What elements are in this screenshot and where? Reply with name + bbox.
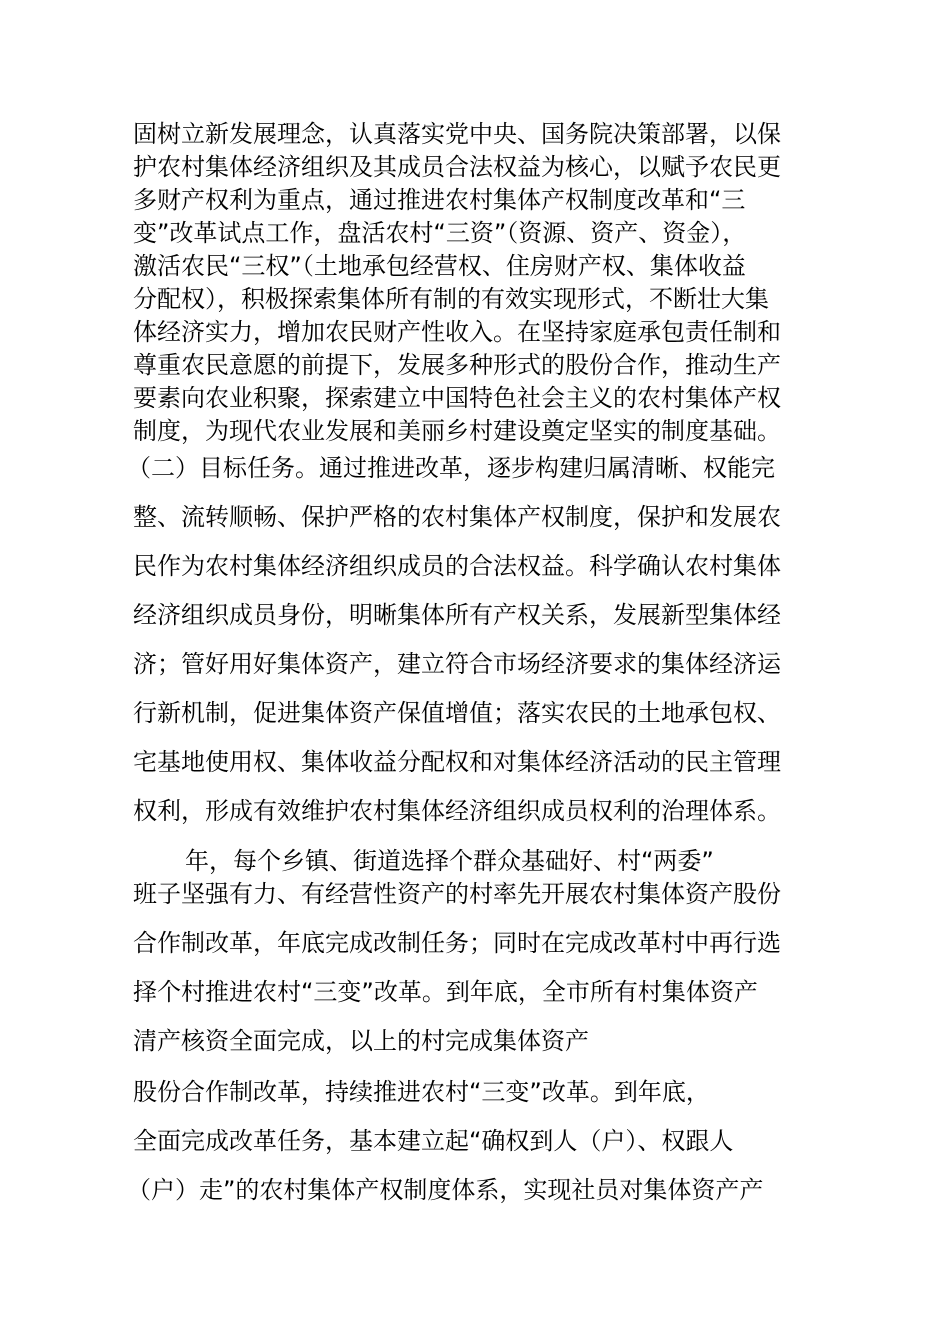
text-line: （户）走”的农村集体产权制度体系，实现社员对集体资产产 [127, 1176, 764, 1204]
text-line: 整、流转顺畅、保护严格的农村集体产权制度，保护和发展农 [133, 503, 781, 531]
text-line: 制度，为现代农业发展和美丽乡村建设奠定坚实的制度基础。 [133, 417, 781, 445]
text-line: 年，每个乡镇、街道选择个群众基础好、村“两委” [185, 847, 714, 875]
text-line: 民作为农村集体经济组织成员的合法权益。科学确认农村集体 [133, 552, 781, 580]
text-line: 激活农民“三权”（土地承包经营权、住房财产权、集体收益 [133, 252, 746, 280]
text-line: 清产核资全面完成，以上的村完成集体资产 [133, 1027, 589, 1055]
text-line: 济；管好用好集体资产，建立符合市场经济要求的集体经济运 [133, 650, 781, 678]
text-line: 变”改革试点工作，盘活农村“三资”（资源、资产、资金）， [133, 219, 747, 247]
text-line: 股份合作制改革，持续推进农村“三变”改革。到年底， [133, 1078, 710, 1106]
text-line: 要素向农业积聚，探索建立中国特色社会主义的农村集体产权 [133, 384, 781, 412]
text-line: 分配权），积极探索集体所有制的有效实现形式，不断壮大集 [133, 285, 769, 313]
text-line: 固树立新发展理念，认真落实党中央、国务院决策部署，以保 [133, 120, 781, 148]
text-line: 合作制改革，年底完成改制任务；同时在完成改革村中再行选 [133, 929, 781, 957]
text-line: 多财产权利为重点，通过推进农村集体产权制度改革和“三 [133, 186, 746, 214]
text-line: 全面完成改革任务，基本建立起“确权到人（户）、权跟人 [133, 1127, 734, 1155]
text-line: 行新机制，促进集体资产保值增值；落实农民的土地承包权、 [133, 699, 781, 727]
text-line: 宅基地使用权、集体收益分配权和对集体经济活动的民主管理 [133, 748, 781, 776]
text-line: 经济组织成员身份，明晰集体所有产权关系，发展新型集体经 [133, 601, 781, 629]
text-line: 体经济实力，增加农民财产性收入。在坚持家庭承包责任制和 [133, 318, 781, 346]
text-line: 择个村推进农村“三变”改革。到年底，全市所有村集体资产 [133, 978, 758, 1006]
text-line: 权利，形成有效维护农村集体经济组织成员权利的治理体系。 [133, 797, 781, 825]
text-line: 班子坚强有力、有经营性资产的村率先开展农村集体资产股份 [133, 880, 781, 908]
section-heading-line: （二）目标任务。通过推进改革，逐步构建归属清晰、权能完 [127, 454, 775, 482]
text-line: 尊重农民意愿的前提下，发展多种形式的股份合作，推动生产 [133, 351, 781, 379]
text-line: 护农村集体经济组织及其成员合法权益为核心，以赋予农民更 [133, 153, 781, 181]
